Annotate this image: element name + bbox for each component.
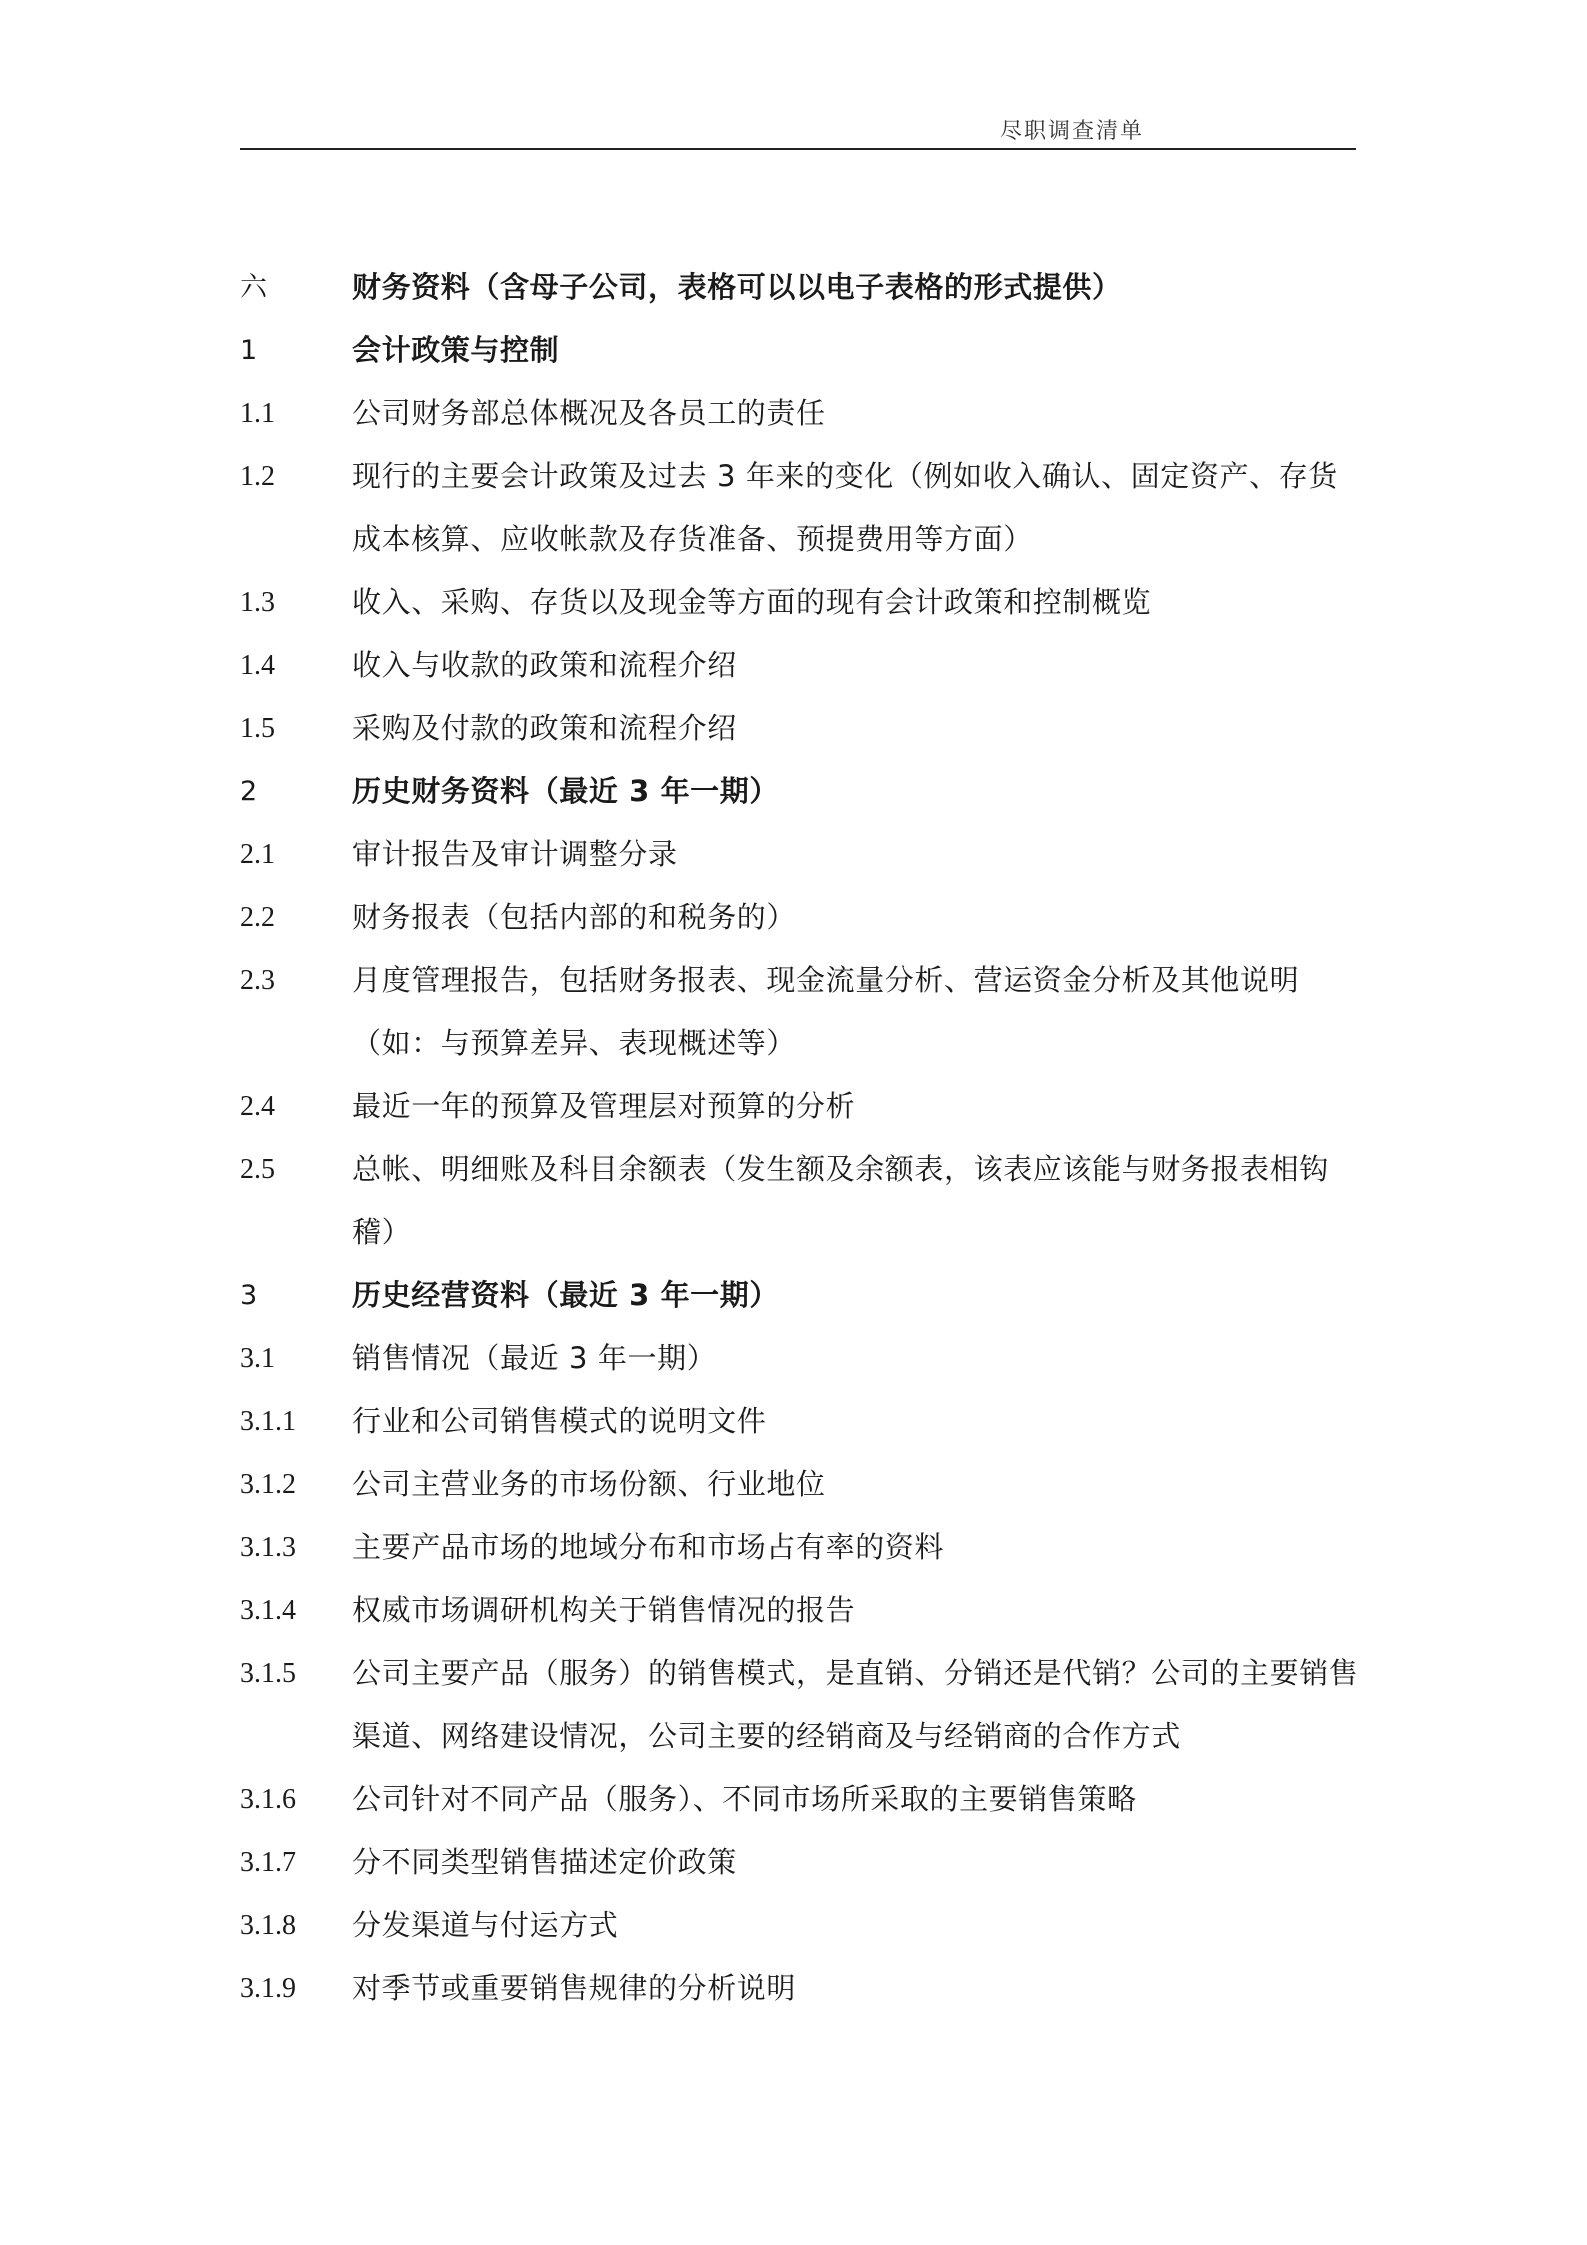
item-number: 2 [240, 776, 258, 807]
item-number: 3.1.9 [240, 1973, 296, 2004]
checklist-item [240, 634, 1360, 697]
item-text: 采购及付款的政策和流程介绍 [352, 711, 737, 745]
item-number: 1.2 [240, 461, 275, 492]
checklist-item [240, 760, 1360, 823]
item-text: 现行的主要会计政策及过去 3 年来的变化（例如收入确认、固定资产、存货成本核算、应收帐款及存货准备、预提费用等方面） [352, 459, 1338, 556]
item-number: 2.5 [240, 1154, 275, 1185]
item-text: 财务报表（包括内部的和税务的） [352, 900, 797, 934]
checklist-item [240, 697, 1360, 760]
checklist-item [240, 1894, 1360, 1957]
item-text: 会计政策与控制 [352, 333, 560, 367]
item-number: 3.1.3 [240, 1532, 296, 1563]
checklist-item [240, 1075, 1360, 1138]
item-text: 销售情况（最近 3 年一期） [352, 1341, 717, 1375]
item-number: 3.1.6 [240, 1784, 296, 1815]
checklist-item [240, 445, 1360, 571]
item-number: 3.1.5 [240, 1658, 296, 1689]
checklist-item [240, 1327, 1360, 1390]
item-text: 公司财务部总体概况及各员工的责任 [352, 396, 826, 430]
checklist-item [240, 1264, 1360, 1327]
item-text: 最近一年的预算及管理层对预算的分析 [352, 1089, 856, 1123]
checklist-item [240, 1579, 1360, 1642]
item-text: 对季节或重要销售规律的分析说明 [352, 1971, 797, 2005]
item-text: 分不同类型销售描述定价政策 [352, 1845, 737, 1879]
checklist [240, 256, 1360, 2020]
checklist-item [240, 949, 1360, 1075]
checklist-item [240, 1642, 1360, 1768]
checklist-item [240, 1453, 1360, 1516]
item-number: 2.3 [240, 965, 275, 996]
item-text: 公司主要产品（服务）的销售模式，是直销、分销还是代销？公司的主要销售渠道、网络建设情况，公司主要的经销商及与经销商的合作方式 [352, 1656, 1359, 1753]
checklist-item [240, 1768, 1360, 1831]
item-text: 总帐、明细账及科目余额表（发生额及余额表，该表应该能与财务报表相钩稽） [352, 1152, 1329, 1249]
item-number: 3.1 [240, 1343, 275, 1374]
item-text: 公司主营业务的市场份额、行业地位 [352, 1467, 826, 1501]
checklist-item [240, 886, 1360, 949]
item-number: 3 [240, 1280, 258, 1311]
item-number: 1 [240, 335, 258, 366]
checklist-item [240, 1516, 1360, 1579]
item-text: 历史经营资料（最近 3 年一期） [352, 1278, 779, 1312]
header-title: 尽职调查清单 [999, 119, 1144, 144]
checklist-item [240, 571, 1360, 634]
item-number: 2.1 [240, 839, 275, 870]
item-text: 公司针对不同产品（服务）、不同市场所采取的主要销售策略 [352, 1782, 1137, 1816]
item-number: 2.2 [240, 902, 275, 933]
item-number: 3.1.1 [240, 1406, 296, 1437]
checklist-item [240, 1138, 1360, 1264]
item-text: 主要产品市场的地域分布和市场占有率的资料 [352, 1530, 945, 1564]
item-text: 收入与收款的政策和流程介绍 [352, 648, 737, 682]
item-number: 1.1 [240, 398, 275, 429]
item-number: 3.1.4 [240, 1595, 296, 1626]
item-text: 历史财务资料（最近 3 年一期） [352, 774, 779, 808]
page-header [240, 108, 1356, 150]
item-number: 3.1.7 [240, 1847, 296, 1878]
item-text: 分发渠道与付运方式 [352, 1908, 619, 1942]
checklist-item [240, 256, 1360, 319]
checklist-item [240, 1831, 1360, 1894]
item-number: 1.4 [240, 650, 275, 681]
checklist-item [240, 382, 1360, 445]
checklist-item [240, 1957, 1360, 2020]
item-text: 月度管理报告，包括财务报表、现金流量分析、营运资金分析及其他说明（如：与预算差异、表现概述等） [352, 963, 1300, 1060]
checklist-item [240, 319, 1360, 382]
item-number: 1.3 [240, 587, 275, 618]
item-number: 3.1.8 [240, 1910, 296, 1941]
item-number: 六 [240, 272, 267, 303]
item-number: 1.5 [240, 713, 275, 744]
item-number: 2.4 [240, 1091, 275, 1122]
item-text: 权威市场调研机构关于销售情况的报告 [352, 1593, 856, 1627]
item-text: 财务资料（含母子公司，表格可以以电子表格的形式提供） [352, 270, 1122, 304]
checklist-item [240, 823, 1360, 886]
item-text: 收入、采购、存货以及现金等方面的现有会计政策和控制概览 [352, 585, 1152, 619]
item-number: 3.1.2 [240, 1469, 296, 1500]
checklist-item [240, 1390, 1360, 1453]
item-text: 行业和公司销售模式的说明文件 [352, 1404, 767, 1438]
item-text: 审计报告及审计调整分录 [352, 837, 678, 871]
